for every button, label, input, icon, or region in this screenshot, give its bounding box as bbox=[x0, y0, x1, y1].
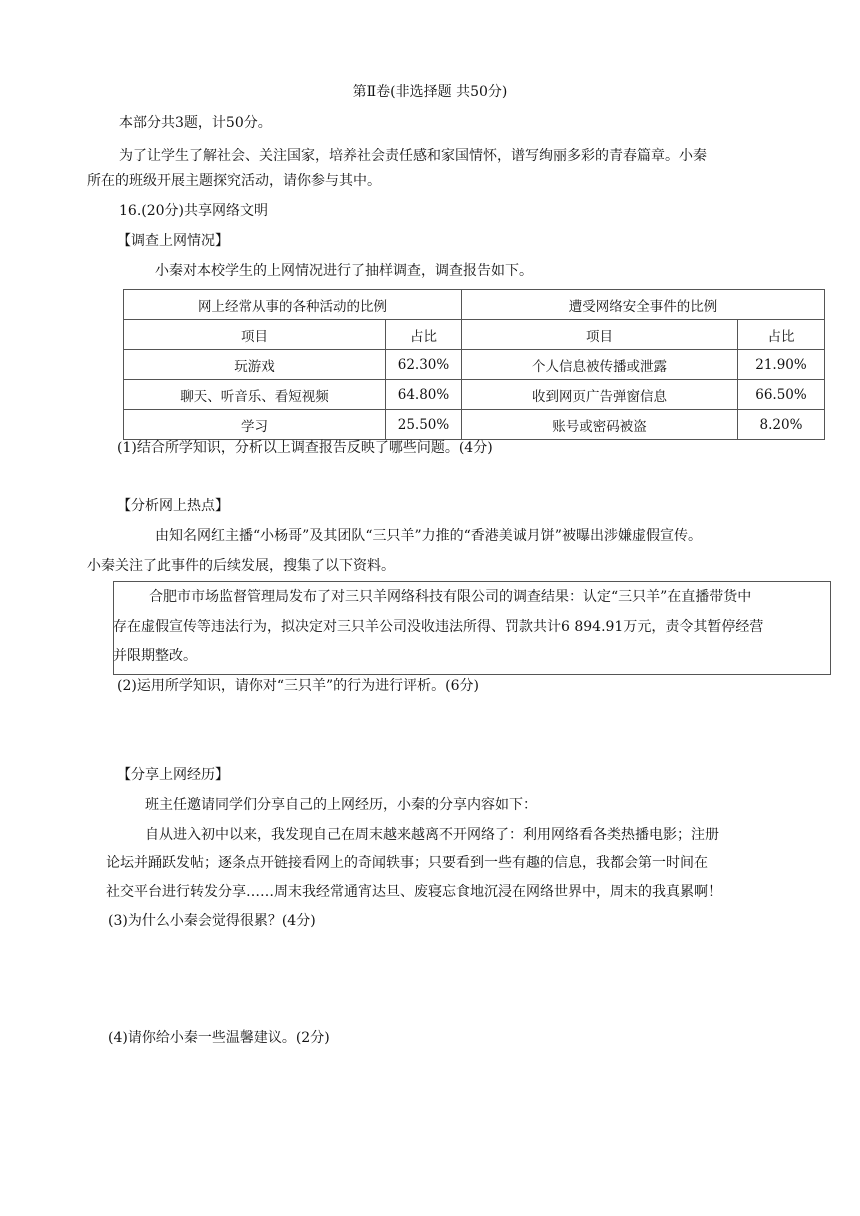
hotspot-line2: 小秦关注了此事件的后续发展，搜集了以下资料。 bbox=[87, 558, 395, 574]
share-paragraph-line1: 自从进入初中以来，我发现自己在周末越来越离不开网络了：利用网络看各类热播电影；注册 bbox=[145, 827, 719, 843]
table-cell: 聊天、听音乐、看短视频 bbox=[124, 380, 386, 410]
material-line1: 合肥市市场监督管理局发布了对三只羊网络科技有限公司的调查结果：认定“三只羊”在直播带货中 bbox=[149, 589, 752, 605]
table-column-header-row bbox=[124, 320, 825, 350]
table-cell: 21.90% bbox=[738, 350, 825, 380]
table-cell: 64.80% bbox=[386, 380, 462, 410]
table-row bbox=[124, 380, 825, 410]
question-2: (2)运用所学知识，请你对“三只羊”的行为进行评析。(6分) bbox=[117, 678, 479, 694]
table-cell: 个人信息被传播或泄露 bbox=[462, 350, 738, 380]
table-col-item: 项目 bbox=[462, 320, 738, 350]
section-scope: 本部分共3题，计50分。 bbox=[119, 115, 272, 131]
table-group-left: 网上经常从事的各种活动的比例 bbox=[124, 290, 462, 320]
question-4: (4)请你给小秦一些温馨建议。(2分) bbox=[108, 1030, 330, 1046]
question-3: (3)为什么小秦会觉得很累？(4分) bbox=[108, 913, 316, 929]
share-heading: 【分享上网经历】 bbox=[117, 767, 229, 783]
table-cell: 66.50% bbox=[738, 380, 825, 410]
section-title: 第Ⅱ卷(非选择题 共50分) bbox=[352, 84, 508, 100]
survey-intro: 小秦对本校学生的上网情况进行了抽样调查，调查报告如下。 bbox=[155, 263, 533, 279]
share-paragraph-line2: 论坛并踊跃发帖；逐条点开链接看网上的奇闻轶事；只要看到一些有趣的信息，我都会第一时间在 bbox=[106, 855, 708, 871]
table-cell: 8.20% bbox=[738, 410, 825, 440]
hotspot-heading: 【分析网上热点】 bbox=[117, 498, 229, 514]
table-col-pct: 占比 bbox=[386, 320, 462, 350]
material-line2: 存在虚假宣传等违法行为，拟决定对三只羊公司没收违法所得、罚款共计6 894.91万元，责令其暂停经营 bbox=[113, 619, 764, 635]
material-line3: 并限期整改。 bbox=[113, 648, 197, 664]
table-cell: 62.30% bbox=[386, 350, 462, 380]
table-cell: 25.50% bbox=[386, 410, 462, 440]
table-cell: 玩游戏 bbox=[124, 350, 386, 380]
table-cell: 账号或密码被盗 bbox=[462, 410, 738, 440]
share-paragraph-line3: 社交平台进行转发分享……周末我经常通宵达旦、废寝忘食地沉浸在网络世界中，周末的我真累啊！ bbox=[106, 884, 722, 900]
table-cell: 学习 bbox=[124, 410, 386, 440]
survey-heading: 【调查上网情况】 bbox=[117, 233, 229, 249]
intro-paragraph-line2: 所在的班级开展主题探究活动，请你参与其中。 bbox=[87, 173, 381, 189]
table-group-header-row bbox=[124, 290, 825, 320]
table-row bbox=[124, 410, 825, 440]
table-col-pct: 占比 bbox=[738, 320, 825, 350]
table-row bbox=[124, 350, 825, 380]
table-col-item: 项目 bbox=[124, 320, 386, 350]
survey-table bbox=[123, 289, 825, 440]
question-1: (1)结合所学知识，分析以上调查报告反映了哪些问题。(4分) bbox=[117, 440, 493, 456]
material-box bbox=[113, 581, 831, 675]
intro-paragraph-line1: 为了让学生了解社会、关注国家，培养社会责任感和家国情怀，谱写绚丽多彩的青春篇章。小秦 bbox=[119, 148, 707, 164]
hotspot-line1: 由知名网红主播“小杨哥”及其团队“三只羊”力推的“香港美诚月饼”被曝出涉嫌虚假宣传。 bbox=[155, 528, 702, 544]
question-16-header: 16.(20分)共享网络文明 bbox=[119, 203, 269, 219]
table-group-right: 遭受网络安全事件的比例 bbox=[462, 290, 825, 320]
share-line1: 班主任邀请同学们分享自己的上网经历，小秦的分享内容如下： bbox=[145, 797, 537, 813]
table-cell: 收到网页广告弹窗信息 bbox=[462, 380, 738, 410]
